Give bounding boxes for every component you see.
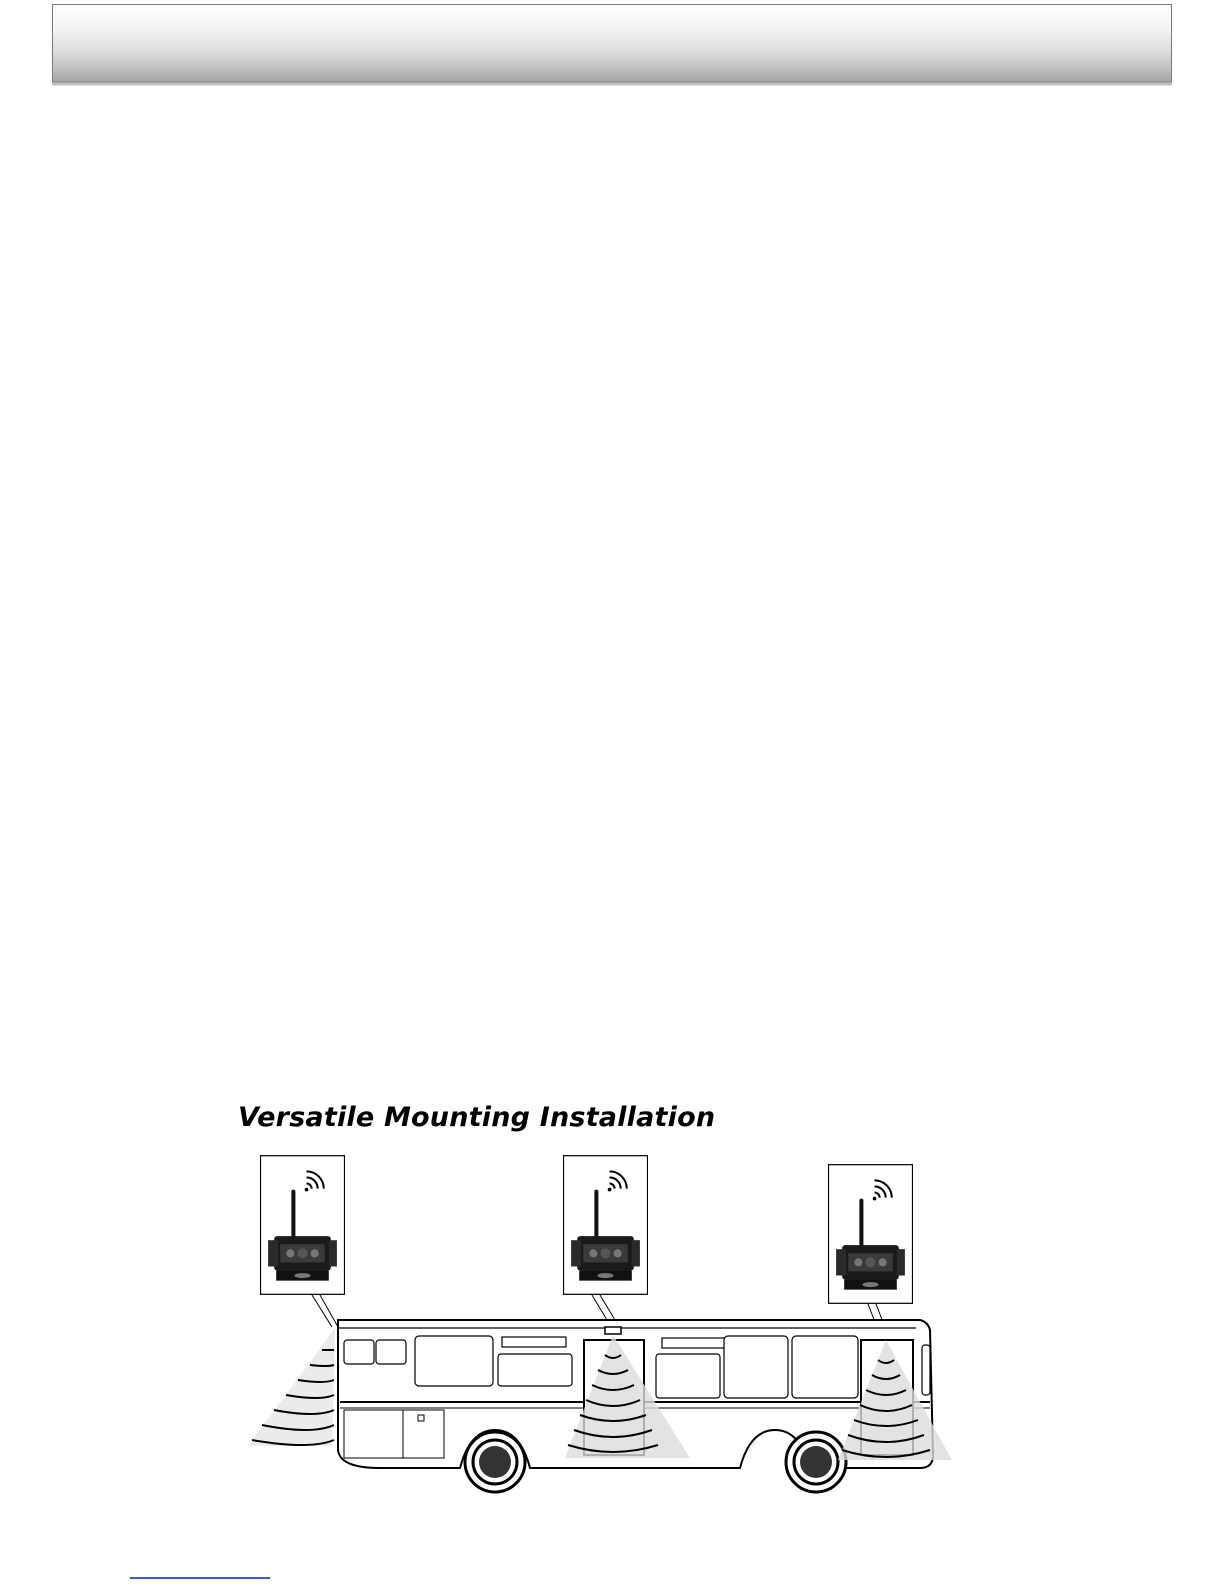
mounting-illustration	[240, 1150, 970, 1495]
bus-wheel-rear	[786, 1432, 846, 1492]
camera-coverage-left	[248, 1328, 335, 1446]
camera-box-right	[829, 1165, 913, 1304]
camera-box-left	[261, 1156, 345, 1295]
section-title: Versatile Mounting Installation	[238, 1102, 716, 1133]
page-header-bar	[52, 4, 1172, 82]
camera-box-middle	[564, 1156, 648, 1295]
footer-link-rule	[130, 1577, 270, 1579]
bus-wheel-front	[465, 1432, 525, 1492]
page-header-shadow	[52, 81, 1172, 86]
